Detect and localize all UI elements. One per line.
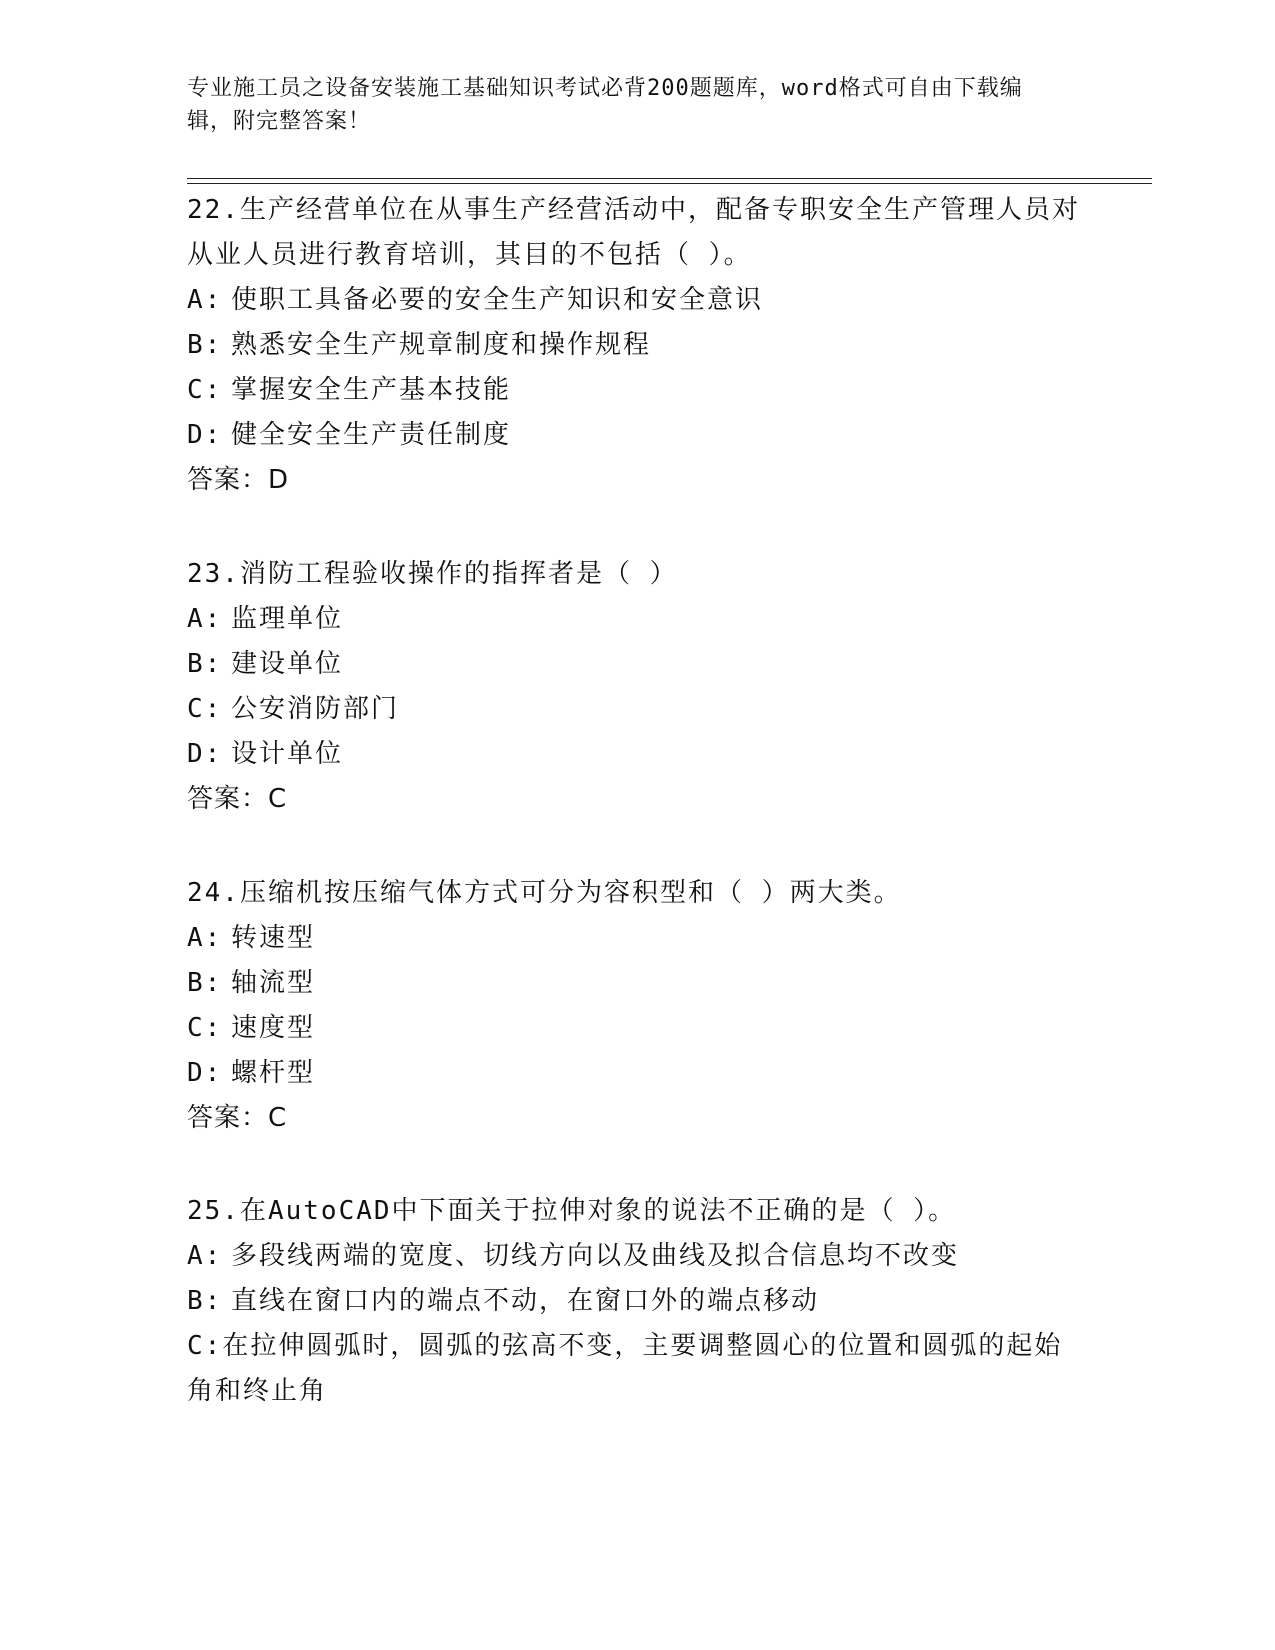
option-text: 在拉伸圆弧时，圆弧的弦高不变，主要调整圆心的位置和圆弧的起始角和终止角 bbox=[187, 1331, 1063, 1406]
option-letter: B: bbox=[187, 649, 223, 679]
option-letter: B: bbox=[187, 968, 223, 998]
option-text: 设计单位 bbox=[231, 739, 344, 769]
option-text: 速度型 bbox=[231, 1013, 316, 1043]
option-letter: D: bbox=[187, 1058, 223, 1088]
option-a bbox=[187, 278, 1087, 323]
option-b bbox=[187, 961, 1087, 1006]
option-letter: A: bbox=[187, 285, 223, 315]
answer-line: 答案：C bbox=[187, 1103, 288, 1133]
option-text: 健全安全生产责任制度 bbox=[231, 420, 512, 450]
option-text: 建设单位 bbox=[231, 649, 344, 679]
option-text: 监理单位 bbox=[231, 604, 344, 634]
option-c bbox=[187, 368, 1087, 413]
option-text: 公安消防部门 bbox=[231, 694, 400, 724]
answer-line: 答案：C bbox=[187, 784, 288, 814]
question-stem: 22.生产经营单位在从事生产经营活动中，配备专职安全生产管理人员对从业人员进行教育培训，其目的不包括（ ）。 bbox=[187, 195, 1080, 270]
option-d bbox=[187, 413, 1087, 458]
option-d bbox=[187, 1051, 1087, 1096]
option-text: 转速型 bbox=[231, 923, 316, 953]
question-22 bbox=[187, 188, 1087, 503]
option-c bbox=[187, 687, 1087, 732]
option-text: 熟悉安全生产规章制度和操作规程 bbox=[231, 330, 652, 360]
document-header: 专业施工员之设备安装施工基础知识考试必背200题题库，word格式可自由下载编辑，附完整答案！ bbox=[187, 76, 1023, 134]
question-23 bbox=[187, 552, 1087, 822]
option-letter: A: bbox=[187, 604, 223, 634]
question-stem: 23.消防工程验收操作的指挥者是（ ） bbox=[187, 559, 678, 589]
option-d bbox=[187, 732, 1087, 777]
option-b bbox=[187, 642, 1087, 687]
option-letter: C: bbox=[187, 375, 223, 405]
option-text: 掌握安全生产基本技能 bbox=[231, 375, 512, 405]
option-c bbox=[187, 1006, 1087, 1051]
option-c bbox=[187, 1324, 1087, 1414]
header-rule-bottom bbox=[187, 183, 1152, 184]
answer-line: 答案：D bbox=[187, 465, 290, 495]
option-text: 直线在窗口内的端点不动，在窗口外的端点移动 bbox=[231, 1286, 820, 1316]
option-text: 多段线两端的宽度、切线方向以及曲线及拟合信息均不改变 bbox=[231, 1241, 960, 1271]
option-text: 使职工具备必要的安全生产知识和安全意识 bbox=[231, 285, 764, 315]
option-letter: C: bbox=[187, 1331, 223, 1361]
header-rule-top bbox=[187, 178, 1152, 179]
option-letter: A: bbox=[187, 923, 223, 953]
option-letter: D: bbox=[187, 420, 223, 450]
option-b bbox=[187, 323, 1087, 368]
question-stem: 24.压缩机按压缩气体方式可分为容积型和（ ）两大类。 bbox=[187, 878, 902, 908]
option-letter: C: bbox=[187, 694, 223, 724]
option-letter: B: bbox=[187, 1286, 223, 1316]
option-letter: C: bbox=[187, 1013, 223, 1043]
option-b bbox=[187, 1279, 1087, 1324]
option-text: 螺杆型 bbox=[231, 1058, 316, 1088]
question-stem: 25.在AutoCAD中下面关于拉伸对象的说法不正确的是（ ）。 bbox=[187, 1196, 957, 1226]
question-24 bbox=[187, 871, 1087, 1141]
option-letter: D: bbox=[187, 739, 223, 769]
option-letter: A: bbox=[187, 1241, 223, 1271]
option-text: 轴流型 bbox=[231, 968, 316, 998]
option-letter: B: bbox=[187, 330, 223, 360]
option-a bbox=[187, 597, 1087, 642]
question-25 bbox=[187, 1189, 1087, 1414]
option-a bbox=[187, 1234, 1087, 1279]
option-a bbox=[187, 916, 1087, 961]
